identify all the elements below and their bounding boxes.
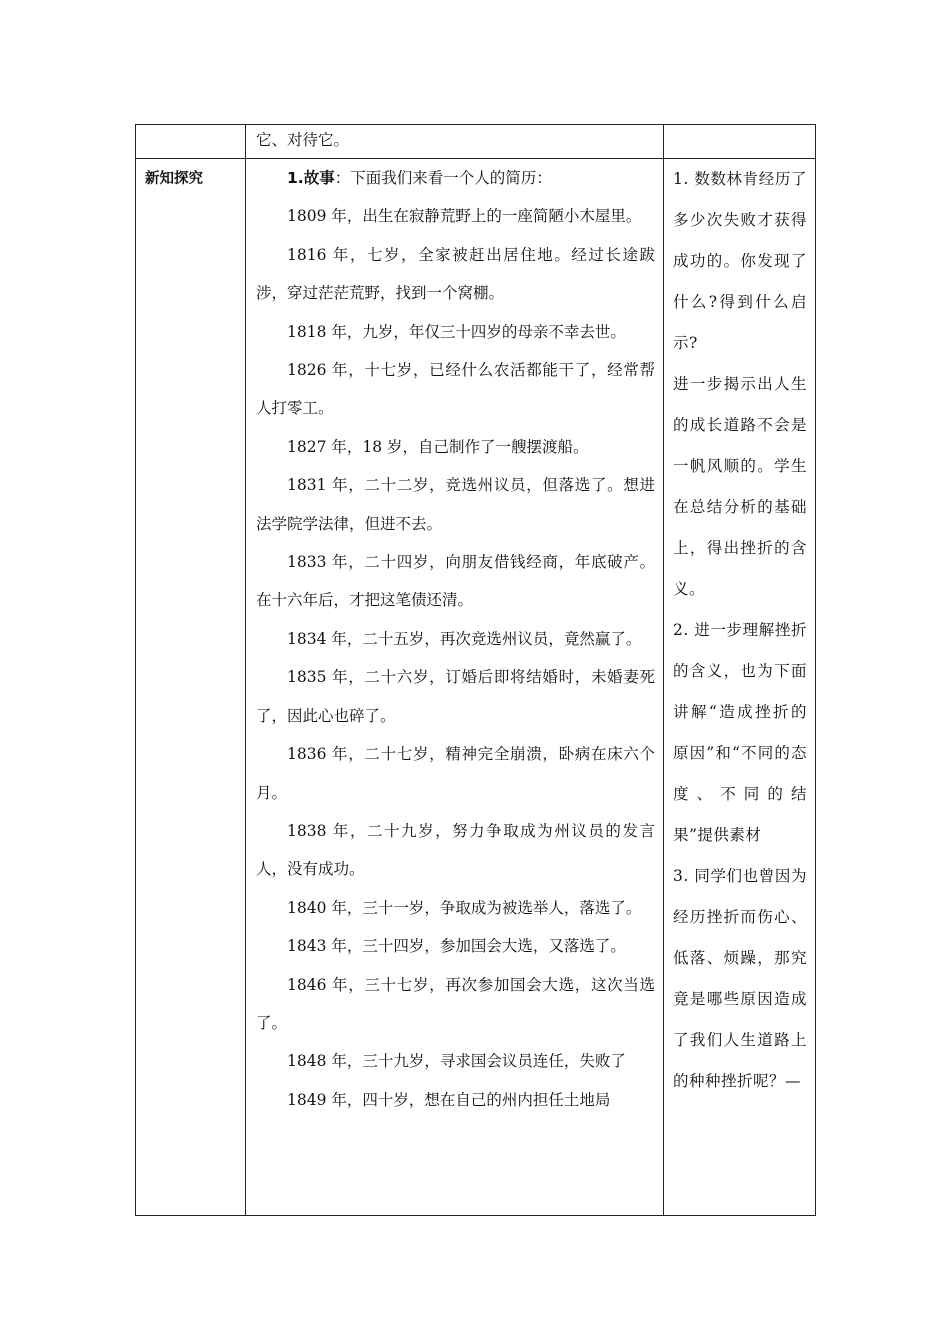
timeline-entry: 1840 年，三十一岁，争取成为被选举人，落选了。: [287, 898, 642, 917]
timeline-entry: 1827 年，18 岁，自己制作了一艘摆渡船。: [287, 437, 589, 456]
timeline-entry: 1831 年，二十二岁，竞选州议员，但落选了。想进法学院学法律，但进不去。: [256, 476, 655, 533]
notes-cell: [664, 125, 816, 159]
row-label-cell: [136, 125, 246, 159]
story-heading: 1.故事：下面我们来看一个人的简历：: [287, 169, 552, 187]
row-label-cell: [136, 159, 246, 1216]
timeline-entry: 1843 年，三十四岁，参加国会大选，又落选了。: [287, 937, 626, 956]
timeline-entry: 1838 年，二十九岁，努力争取成为州议员的发言人，没有成功。: [256, 821, 655, 879]
timeline-entry: 1833 年，二十四岁，向朋友借钱经商，年底破产。在十六年后，才把这笔债还清。: [256, 553, 655, 610]
teaching-note: 3. 同学们也曾因为经历挫折而伤心、低落、烦躁，那究竟是哪些原因造成了我们人生道路上的种种挫折呢？—: [673, 867, 807, 1090]
timeline-entry: 1835 年，二十六岁，订婚后即将结婚时，未婚妻死了，因此心也碎了。: [256, 668, 655, 725]
timeline-entry: 1816 年，七岁，全家被赶出居住地。经过长途跋涉，穿过茫茫荒野，找到一个窝棚。: [256, 245, 655, 303]
table-row: [136, 159, 816, 1216]
timeline-entry: 1834 年，二十五岁，再次竞选州议员，竟然赢了。: [287, 629, 642, 648]
table-row: [136, 125, 816, 159]
lesson-plan-table: [135, 124, 816, 1216]
notes-cell: [664, 159, 816, 1216]
timeline-entry: 1836 年，二十七岁，精神完全崩溃，卧病在床六个月。: [256, 745, 655, 802]
content-cell: [246, 125, 664, 159]
teaching-note: 1. 数数林肯经历了多少次失败才获得成功的。你发现了什么?得到什么启示?: [673, 170, 807, 352]
timeline-entry: 1809 年，出生在寂静荒野上的一座简陋小木屋里。: [287, 207, 642, 226]
timeline-entry: 1846 年，三十七岁，再次参加国会大选，这次当选了。: [256, 975, 655, 1032]
timeline-entry: 1849 年，四十岁，想在自己的州内担任土地局: [287, 1090, 611, 1109]
section-label: 新知探究: [145, 171, 203, 187]
timeline-entry: 1818 年，九岁，年仅三十四岁的母亲不幸去世。: [287, 322, 626, 341]
timeline-entry: 1826 年，十七岁，已经什么农活都能干了，经常帮人打零工。: [256, 361, 655, 418]
teaching-note: 进一步揭示出人生的成长道路不会是一帆风顺的。学生在总结分析的基础上，得出挫折的含义。: [673, 375, 807, 598]
content-cell: [246, 159, 664, 1216]
teaching-note: 2. 进一步理解挫折的含义，也为下面讲解“造成挫折的原因”和“不同的态度、不同的结果”提供素材: [673, 621, 807, 844]
timeline-entry: 1848 年，三十九岁，寻求国会议员连任，失败了: [287, 1052, 626, 1071]
continued-text: 它、对待它。: [256, 131, 350, 149]
